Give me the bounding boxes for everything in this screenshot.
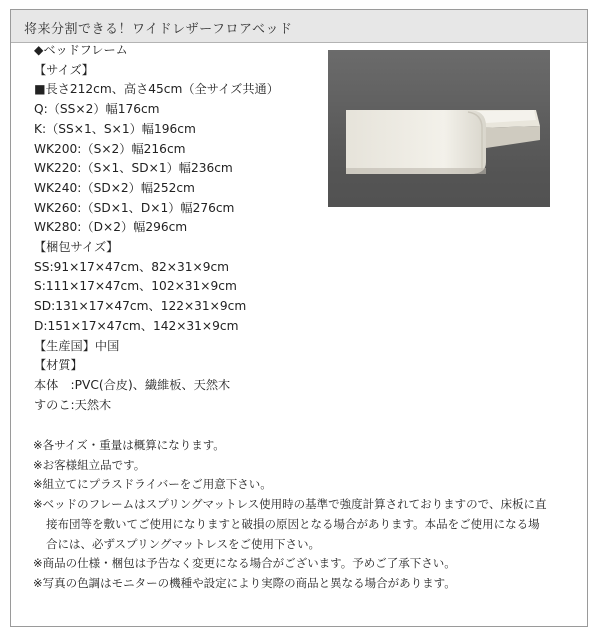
spec-line: K:（SS×1、S×1）幅196cm bbox=[34, 121, 196, 136]
spec-line: WK280:（D×2）幅296cm bbox=[34, 220, 188, 235]
spec-line: WK200:（S×2）幅216cm bbox=[34, 141, 186, 156]
spec-line: 【サイズ】 bbox=[34, 62, 94, 77]
spec-line: WK260:（SD×1、D×1）幅276cm bbox=[34, 200, 235, 215]
note-item: ※各サイズ・重量は概算になります。 bbox=[33, 438, 225, 452]
spec-line: 【材質】 bbox=[34, 358, 83, 373]
note-item: ※お客様組立品です。 bbox=[33, 457, 146, 472]
spec-line: SS:91×17×47cm、82×31×9cm bbox=[34, 259, 230, 274]
spec-line: 【生産国】中国 bbox=[34, 338, 120, 353]
panel-title: 将来分割できる！ワイドレザーフロアベッド bbox=[24, 22, 293, 37]
note-item: ※商品の仕様・梱包は予告なく変更になる場合がございます。予めご了承下さい。 bbox=[33, 556, 456, 571]
spec-line: WK220:（S×1、SD×1）幅236cm bbox=[34, 161, 233, 176]
spec-list bbox=[34, 41, 279, 415]
bed-headboard bbox=[346, 110, 486, 174]
floor bbox=[328, 170, 550, 207]
spec-line: D:151×17×47cm、142×31×9cm bbox=[34, 318, 239, 333]
spec-line: 本体 :PVC(合皮)、繊維板、天然木 bbox=[34, 377, 231, 392]
spec-line: SD:131×17×47cm、122×31×9cm bbox=[34, 299, 247, 314]
spec-line: 【梱包サイズ】 bbox=[34, 240, 119, 255]
note-item: ※写真の色調はモニターの機種や設定により実際の商品と異なる場合があります。 bbox=[33, 575, 456, 590]
spec-line: WK240:（SD×2）幅252cm bbox=[34, 180, 195, 195]
note-item-continued: 合には、必ずスプリングマットレスをご使用下さい。 bbox=[46, 536, 321, 551]
spec-line: S:111×17×47cm、102×31×9cm bbox=[34, 279, 237, 294]
spec-line: Q:（SS×2）幅176cm bbox=[34, 102, 160, 117]
spec-line: すのこ:天然木 bbox=[34, 397, 112, 412]
headboard-shadow bbox=[346, 168, 486, 174]
note-item-continued: 接布団等を敷いてご使用になりますと破損の原因となる場合があります。本品をご使用になる場 bbox=[46, 516, 540, 531]
note-item: ※組立てにプラスドライバーをご用意下さい。 bbox=[33, 477, 272, 492]
spec-line: ◆ベッドフレーム bbox=[34, 43, 128, 57]
panel-header bbox=[11, 10, 587, 43]
notes-list bbox=[33, 436, 573, 594]
bed-photo bbox=[328, 50, 550, 207]
spec-line: ■長さ212cm、高さ45cm（全サイズ共通） bbox=[34, 82, 279, 97]
note-item: ※ベッドのフレームはスプリングマットレス使用時の基準で強度計算されておりますので、床板に直 bbox=[33, 497, 547, 512]
